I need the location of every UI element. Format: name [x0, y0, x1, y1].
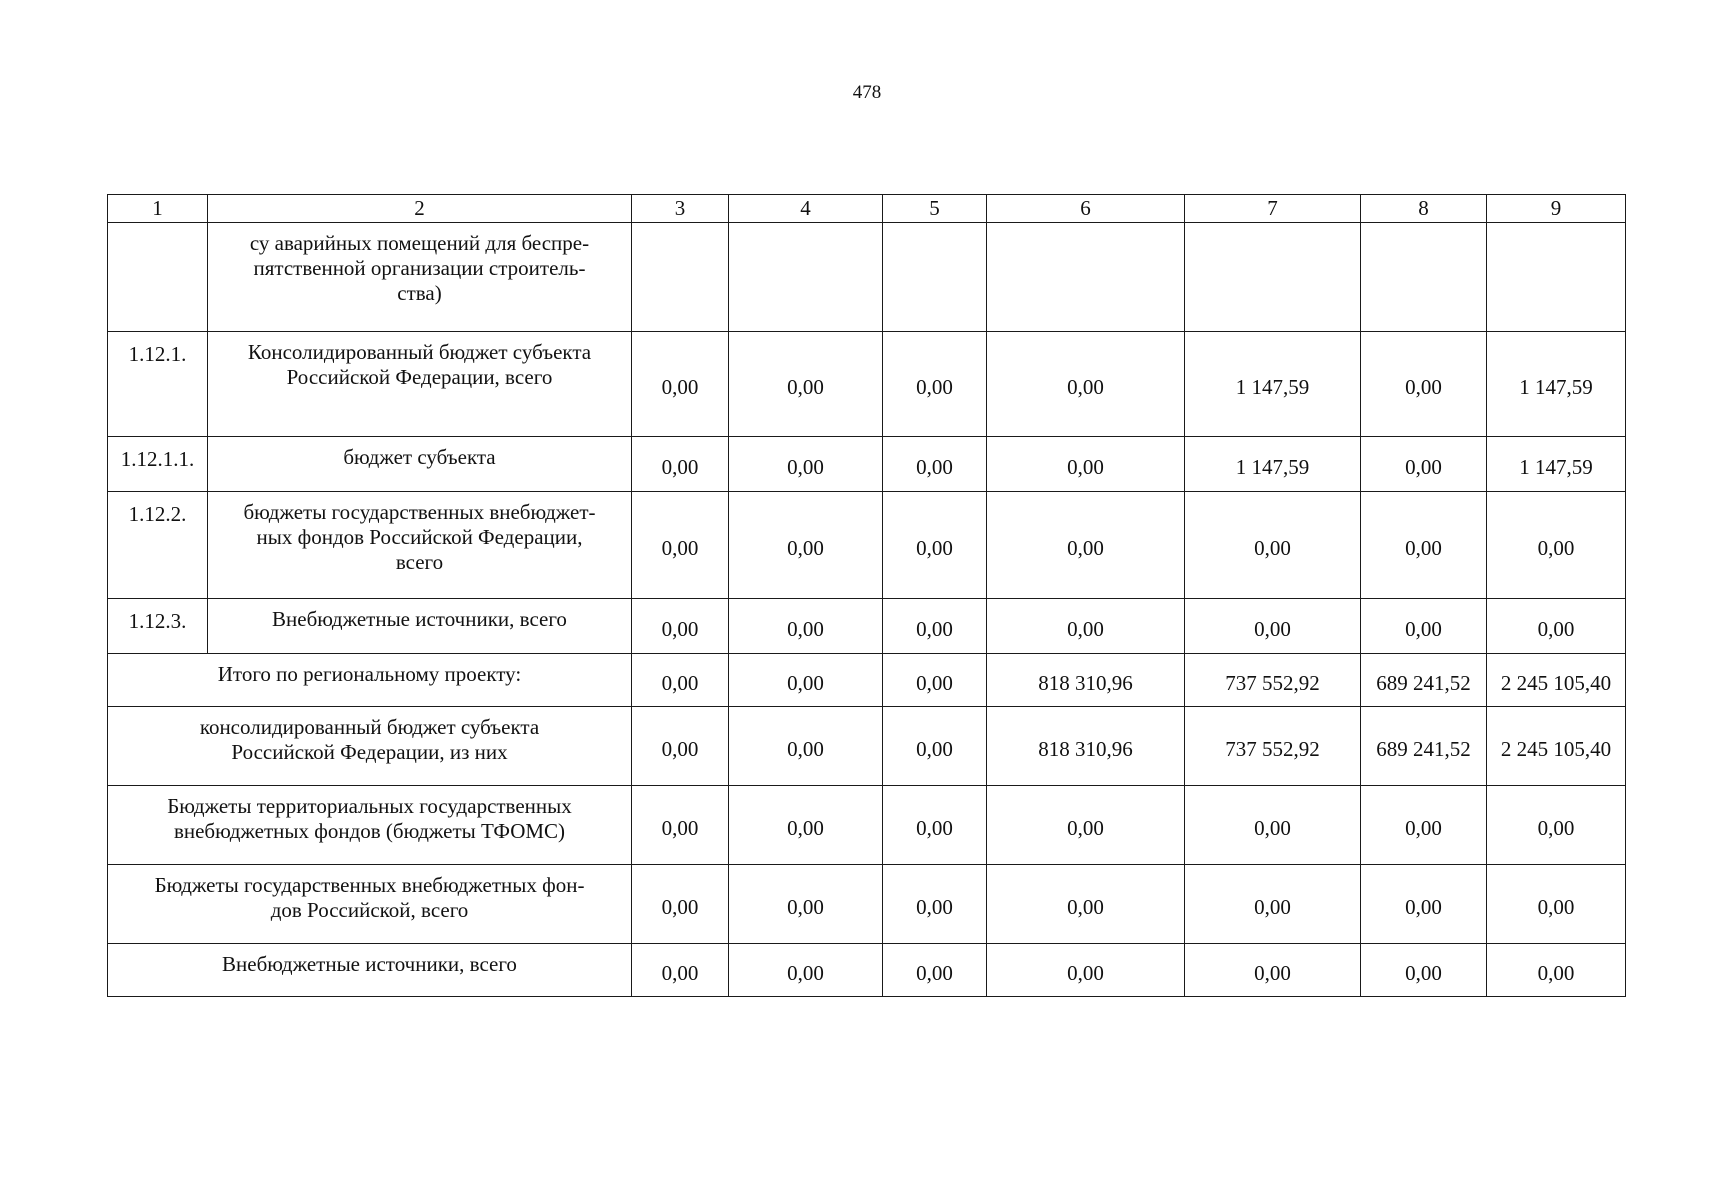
value-cell: 0,00: [729, 944, 883, 997]
column-header: 1: [108, 195, 208, 223]
value-cell: 0,00: [987, 944, 1185, 997]
value-cell: [1487, 223, 1626, 332]
column-header: 7: [1185, 195, 1361, 223]
value-cell: [632, 223, 729, 332]
value-cell: 0,00: [987, 332, 1185, 437]
label-line: консолидированный бюджет субъекта: [199, 715, 540, 739]
summary-row: [108, 707, 1626, 786]
value-cell: 0,00: [1185, 865, 1361, 944]
value-cell: 0,00: [632, 707, 729, 786]
value-cell: 1 147,59: [1487, 332, 1626, 437]
summary-label: [108, 865, 632, 944]
value-cell: 0,00: [632, 437, 729, 492]
value-cell: 2 245 105,40: [1487, 707, 1626, 786]
value-cell: 0,00: [883, 492, 987, 599]
summary-label: [108, 707, 632, 786]
label-line: внебюджетных фондов (бюджеты ТФОМС): [173, 819, 566, 844]
value-cell: [883, 223, 987, 332]
value-cell: 2 245 105,40: [1487, 654, 1626, 707]
value-cell: 0,00: [987, 437, 1185, 492]
value-cell: 737 552,92: [1185, 654, 1361, 707]
value-cell: 0,00: [883, 786, 987, 865]
row-code: [108, 223, 208, 332]
column-header: 9: [1487, 195, 1626, 223]
summary-label: [108, 944, 632, 997]
label-line: Российской Федерации, из них: [231, 740, 508, 765]
value-cell: 0,00: [987, 865, 1185, 944]
summary-row: [108, 786, 1626, 865]
value-cell: 0,00: [729, 654, 883, 707]
label-line: пятственной организации строитель-: [253, 256, 586, 281]
value-cell: 689 241,52: [1361, 654, 1487, 707]
value-cell: 0,00: [1487, 944, 1626, 997]
value-cell: 1 147,59: [1487, 437, 1626, 492]
row-label: [208, 437, 632, 492]
column-header: 2: [208, 195, 632, 223]
column-header: 3: [632, 195, 729, 223]
row-label: [208, 599, 632, 654]
value-cell: 0,00: [987, 599, 1185, 654]
value-cell: [1185, 223, 1361, 332]
row-label: [208, 492, 632, 599]
table-row: [108, 223, 1626, 332]
value-cell: 0,00: [883, 437, 987, 492]
row-label: [208, 223, 632, 332]
row-code: 1.12.1.1.: [108, 437, 208, 492]
value-cell: 0,00: [632, 786, 729, 865]
value-cell: 0,00: [729, 437, 883, 492]
summary-label: [108, 786, 632, 865]
table-row: [108, 599, 1626, 654]
value-cell: 0,00: [729, 332, 883, 437]
label-line: бюджеты государственных внебюджет-: [243, 500, 596, 524]
row-label: [208, 332, 632, 437]
table-header-row: [108, 195, 1626, 223]
label-line: Внебюджетные источники, всего: [222, 952, 517, 976]
table-row: [108, 332, 1626, 437]
table-row: [108, 437, 1626, 492]
column-header: 6: [987, 195, 1185, 223]
value-cell: 0,00: [883, 599, 987, 654]
value-cell: [987, 223, 1185, 332]
value-cell: 0,00: [1185, 944, 1361, 997]
value-cell: 0,00: [729, 865, 883, 944]
value-cell: 818 310,96: [987, 654, 1185, 707]
value-cell: 0,00: [1361, 332, 1487, 437]
table-row: [108, 492, 1626, 599]
label-line: ных фондов Российской Федерации,: [256, 525, 583, 550]
label-line: Российской Федерации, всего: [286, 365, 553, 390]
label-line: Бюджеты территориальных государственных: [167, 794, 572, 818]
value-cell: 818 310,96: [987, 707, 1185, 786]
value-cell: [729, 223, 883, 332]
label-line: бюджет субъекта: [343, 445, 496, 469]
value-cell: 0,00: [729, 786, 883, 865]
label-line: дов Российской, всего: [270, 898, 469, 923]
value-cell: 0,00: [1487, 492, 1626, 599]
value-cell: 0,00: [1361, 437, 1487, 492]
column-header: 5: [883, 195, 987, 223]
column-header: 8: [1361, 195, 1487, 223]
value-cell: [1361, 223, 1487, 332]
value-cell: 0,00: [1185, 786, 1361, 865]
label-line: Итого по региональному проекту:: [217, 662, 522, 686]
value-cell: 1 147,59: [1185, 332, 1361, 437]
row-code: 1.12.2.: [108, 492, 208, 599]
value-cell: 0,00: [1361, 865, 1487, 944]
value-cell: 0,00: [1185, 492, 1361, 599]
value-cell: 0,00: [1185, 599, 1361, 654]
value-cell: 0,00: [632, 599, 729, 654]
value-cell: 0,00: [883, 944, 987, 997]
value-cell: 0,00: [1487, 599, 1626, 654]
summary-row: [108, 865, 1626, 944]
label-line: Консолидированный бюджет субъекта: [247, 340, 592, 364]
label-line: всего: [395, 550, 444, 575]
value-cell: 0,00: [883, 707, 987, 786]
value-cell: 0,00: [1361, 786, 1487, 865]
value-cell: 1 147,59: [1185, 437, 1361, 492]
value-cell: 0,00: [729, 492, 883, 599]
value-cell: 0,00: [632, 332, 729, 437]
summary-row: [108, 654, 1626, 707]
value-cell: 0,00: [883, 865, 987, 944]
summary-row: [108, 944, 1626, 997]
label-line: су аварийных помещений для беспре-: [249, 231, 590, 255]
value-cell: 0,00: [632, 654, 729, 707]
summary-label: [108, 654, 632, 707]
value-cell: 0,00: [1361, 599, 1487, 654]
value-cell: 0,00: [883, 654, 987, 707]
row-code: 1.12.1.: [108, 332, 208, 437]
value-cell: 0,00: [883, 332, 987, 437]
page-number: 478: [852, 82, 882, 103]
value-cell: 0,00: [1361, 492, 1487, 599]
value-cell: 0,00: [729, 707, 883, 786]
value-cell: 0,00: [1487, 865, 1626, 944]
value-cell: 0,00: [987, 492, 1185, 599]
value-cell: 689 241,52: [1361, 707, 1487, 786]
value-cell: 0,00: [632, 944, 729, 997]
value-cell: 0,00: [1487, 786, 1626, 865]
value-cell: 0,00: [632, 865, 729, 944]
label-line: ства): [397, 281, 442, 306]
value-cell: 0,00: [632, 492, 729, 599]
column-header: 4: [729, 195, 883, 223]
label-line: Бюджеты государственных внебюджетных фон-: [154, 873, 585, 897]
value-cell: 0,00: [987, 786, 1185, 865]
value-cell: 737 552,92: [1185, 707, 1361, 786]
budget-table: [107, 194, 1626, 997]
value-cell: 0,00: [729, 599, 883, 654]
label-line: Внебюджетные источники, всего: [272, 607, 567, 631]
value-cell: 0,00: [1361, 944, 1487, 997]
row-code: 1.12.3.: [108, 599, 208, 654]
